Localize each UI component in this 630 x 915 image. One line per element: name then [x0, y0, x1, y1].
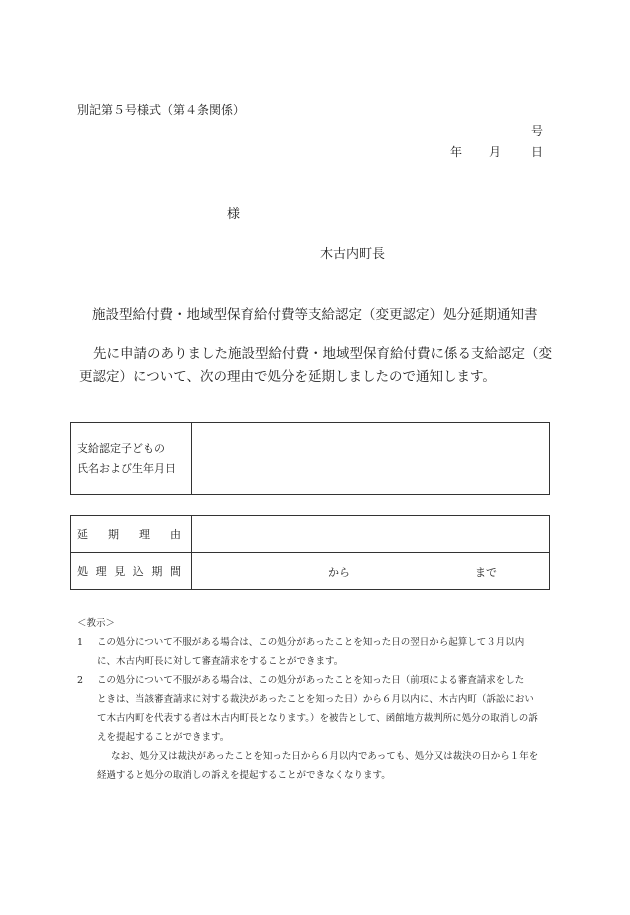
child-info-label-line1: 支給認定子どもの: [77, 441, 165, 455]
child-info-label-line2: 氏名および生年月日: [77, 461, 176, 475]
instruction-item-2-number: 2: [77, 675, 84, 686]
child-info-label: [71, 423, 192, 495]
instruction-item-2-addendum: なお、処分又は裁決があったことを知った日から６月以内であっても、処分又は裁決の日から１年を: [111, 751, 539, 762]
date-month-label: 月: [489, 145, 502, 159]
addressee-suffix: 様: [227, 207, 241, 222]
date-year-label: 年: [450, 145, 463, 159]
document-number-label: 号: [531, 124, 544, 138]
reason-value: [192, 516, 550, 553]
period-from-label: から: [328, 566, 350, 579]
period-until-label: まで: [475, 566, 497, 579]
child-info-table: [70, 422, 550, 495]
date-day-label: 日: [531, 145, 544, 159]
body-text: 先に申請のありました施設型給付費・地域型保育給付費に係る支給認定（変更認定）について、次の理由で処分を延期しましたので通知します。: [79, 346, 552, 385]
child-info-value: [192, 423, 550, 495]
instruction-item-2: 2 この処分について不服がある場合は、この処分があったことを知った日（前項による審査請求をした: [77, 671, 557, 690]
document-title: 施設型給付費・地域型保育給付費等支給認定（変更認定）処分延期通知書: [92, 307, 538, 323]
instructions-section: ＜教示＞ 1 この処分について不服がある場合は、この処分があったことを知った日の翌日から起算して３月以内 に、木古内町長に対して審査請求をすることができます。 2 この処分について不服がある場合は、この処分があったことを知った日（前項による審査請求をした ときは、当該審査請求に対する裁決があったことを知った日）から６月以内に、木古内町（訴訟におい て木古内町を代表する者は木古内町長となります。）を被告として、函館地方裁判所に処分の取消しの訴 えを提起することができます。 なお、処分又は裁決があったことを知った日から６月以内であっても、処分又は裁決の日から１年を 経過すると処分の取消しの訴えを提起することができなくなります。: [77, 614, 557, 785]
instruction-item-1: 1 この処分について不服がある場合は、この処分があったことを知った日の翌日から起算して３月以内: [77, 633, 557, 652]
sender-name: 木古内町長: [320, 247, 386, 262]
postponement-table: [70, 515, 550, 590]
reason-label: 延 期 理 由: [71, 516, 192, 553]
form-label: 別記第５号様式（第４条関係）: [77, 103, 246, 117]
period-label: 処 理 見 込 期 間: [71, 553, 192, 590]
period-value: [192, 553, 550, 590]
instructions-header: ＜教示＞: [77, 618, 116, 629]
instruction-item-1-number: 1: [77, 637, 84, 648]
